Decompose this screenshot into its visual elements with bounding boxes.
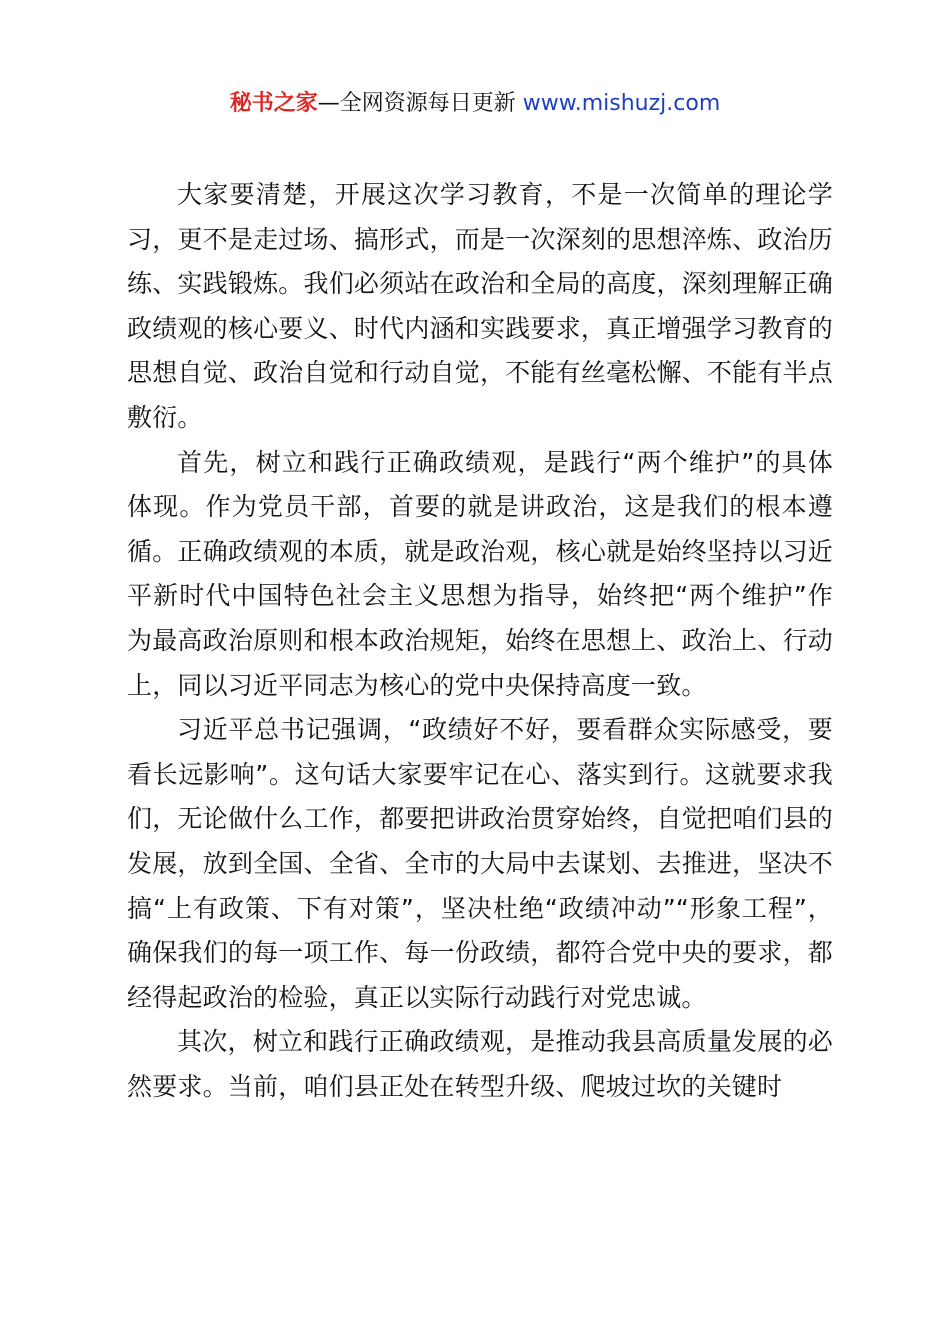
document-body xyxy=(127,173,833,1109)
paragraph-4: 其次，树立和践行正确政绩观，是推动我县高质量发展的必然要求。当前，咱们县正处在转型升级、爬坡过坎的关键时 xyxy=(127,1027,833,1101)
paragraph-2: 首先，树立和践行正确政绩观，是践行“两个维护”的具体体现。作为党员干部，首要的就是讲政治，这是我们的根本遵循。正确政绩观的本质，就是政治观，核心就是始终坚持以习近平新时代中国特色社会主义思想为指导，始终把“两个维护”作为最高政治原则和根本政治规矩，始终在思想上、政治上、行动上，同以习近平同志为核心的党中央保持高度一致。 xyxy=(127,447,833,700)
header-tagline: —全网资源每日更新 xyxy=(317,91,523,116)
paragraph-1: 大家要清楚，开展这次学习教育，不是一次简单的理论学习，更不是走过场、搞形式，而是一次深刻的思想淬炼、政治历练、实践锻炼。我们必须站在政治和全局的高度，深刻理解正确政绩观的核心要义、时代内涵和实践要求，真正增强学习教育的思想自觉、政治自觉和行动自觉，不能有丝毫松懈、不能有半点敷衍。 xyxy=(127,180,833,432)
paragraph-3: 习近平总书记强调，“政绩好不好，要看群众实际感受，要看长远影响”。这句话大家要牢记在心、落实到行。这就要求我们，无论做什么工作，都要把讲政治贯穿始终，自觉把咱们县的发展，放到全国、全省、全市的大局中去谋划、去推进，坚决不搞“上有政策、下有对策”，坚决杜绝“政绩冲动”“形象工程”，确保我们的每一项工作、每一份政绩，都符合党中央的要求，都经得起政治的检验，真正以实际行动践行对党忠诚。 xyxy=(127,715,833,1012)
page-header xyxy=(0,86,950,122)
brand-name: 秘书之家 xyxy=(229,91,318,116)
site-url-link[interactable]: www.mishuzj.com xyxy=(522,91,721,116)
